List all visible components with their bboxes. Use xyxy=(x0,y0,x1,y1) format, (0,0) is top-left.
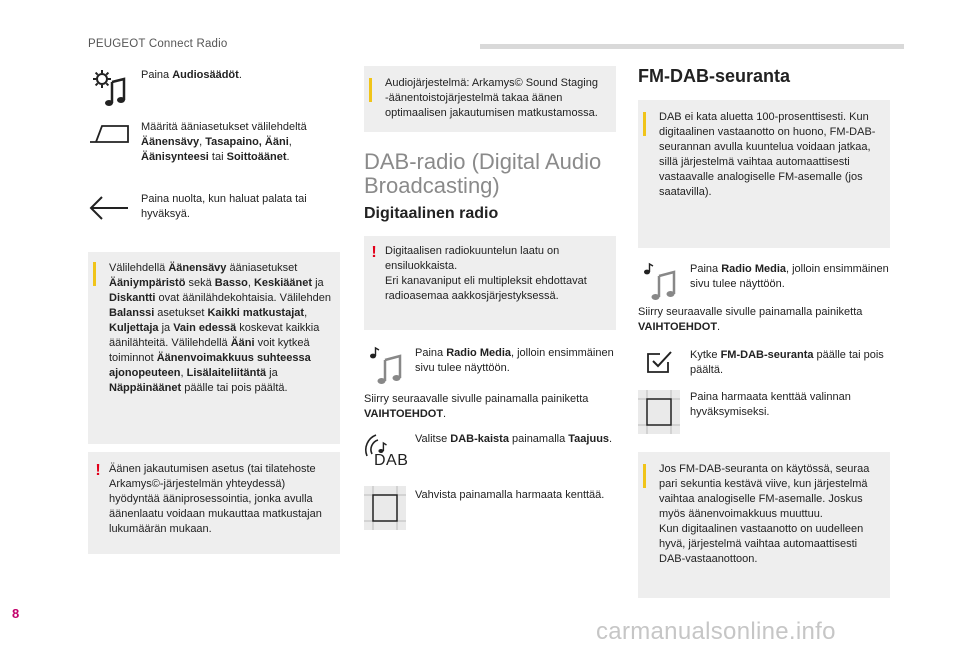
radio-media-icon xyxy=(640,262,680,302)
col3-info2-text: Jos FM-DAB-seuranta on käytössä, seuraa pari sekuntia kestävä viive, kun järjestelmä vaihtaa analogiselle FM-asemalle. Joskus myös äänenvoimakkuus muuttuu. Kun digitaalinen vastaanotto on uudelleen hyvä, järjestelmä vaihtaa automaattisesti DAB-vastaanottoon. xyxy=(659,463,870,565)
col1-step2-text: Määritä ääniasetukset välilehdeltä Äänensävy, Tasapaino, Ääni, Äänisynteesi tai Soittoäänet. xyxy=(141,121,307,163)
col2-step1-text: Paina Radio Media, jolloin ensimmäinen sivu tulee näyttöön. xyxy=(415,347,614,374)
col2-step3-text: Vahvista painamalla harmaata kenttää. xyxy=(415,489,605,501)
warning-exclamation-icon: ! xyxy=(371,244,377,261)
back-arrow-icon xyxy=(88,192,130,224)
col2-options-paragraph: Siirry seuraavalle sivulle painamalla painiketta VAIHTOEHDOT. xyxy=(364,393,589,420)
section-heading-fm-dab: FM-DAB-seuranta xyxy=(638,66,791,86)
section-heading-dab: DAB-radio (Digital Audio Broadcasting) xyxy=(364,149,602,198)
audio-settings-icon xyxy=(88,66,130,108)
col3-info-box-1 xyxy=(638,100,890,248)
col2-warning-box xyxy=(364,236,616,330)
col3-options-paragraph: Siirry seuraavalle sivulle painamalla painiketta VAIHTOEHDOT. xyxy=(638,306,863,333)
col1-step1-text: Paina Audiosäädöt. xyxy=(141,69,242,81)
info-icon xyxy=(643,112,646,136)
col2-info-text: Audiojärjestelmä: Arkamys© Sound Staging -äänentoistojärjestelmä takaa äänen optimaalisen jakautumisen matkustamossa. xyxy=(385,77,598,119)
warning-exclamation-icon: ! xyxy=(95,462,101,479)
col1-info-box xyxy=(88,252,340,444)
col3-step3-text: Paina harmaata kenttää valinnan hyväksymiseksi. xyxy=(690,391,851,418)
col3-step1-text: Paina Radio Media, jolloin ensimmäinen sivu tulee näyttöön. xyxy=(690,263,889,290)
col1-step3-text: Paina nuolta, kun haluat palata tai hyväksyä. xyxy=(141,193,307,220)
col3-info-box-2 xyxy=(638,452,890,598)
col1-warning-text: Äänen jakautumisen asetus (tai tilatehoste Arkamys©-järjestelmän yhteydessä) hyödyntää ääniprosessointia, jonka avulla äänenlaatu voidaan mukauttaa matkustajan lukumäärän mukaan. xyxy=(109,463,322,535)
dab-icon-label: DAB xyxy=(374,452,409,469)
header-divider-bar xyxy=(480,44,904,49)
subheading-digital-radio: Digitaalinen radio xyxy=(364,205,499,222)
radio-media-icon xyxy=(366,346,406,386)
running-header: PEUGEOT Connect Radio xyxy=(88,38,228,50)
col3-step2-text: Kytke FM-DAB-seuranta päälle tai pois päältä. xyxy=(690,349,884,376)
col2-step2-text: Valitse DAB-kaista painamalla Taajuus. xyxy=(415,433,613,445)
col2-warning-text: Digitaalisen radiokuuntelun laatu on ensiluokkaista. Eri kanavaniput eli multipleksit ehdottavat radioasemaa aakkosjärjestyksessä. xyxy=(385,245,587,302)
col2-info-box xyxy=(364,66,616,132)
grey-field-icon xyxy=(364,486,406,530)
col3-info1-text: DAB ei kata aluetta 100-prosenttisesti. Kun digitaalinen vastaanotto on huono, FM-DAB-seurannan avulla kuuntelua voidaan jatkaa, sillä järjestelmä vaihtaa automaattisesti vastaavalle analogiselle FM-asemalle (jos saatavilla). xyxy=(659,111,876,198)
info-icon xyxy=(643,464,646,488)
info-icon xyxy=(369,78,372,102)
col1-info-text: Välilehdellä Äänensävy ääniasetukset Ääniympäristö sekä Basso, Keskiäänet ja Diskantti ovat äänilähdekohtaisia. Välilehden Balanssi asetukset Kaikki matkustajat, Kuljettaja ja Vain edessä koskevat kaikkia äänilähteitä. Välilehdellä Ääni voit kytkeä toiminnot Äänenvoimakkuus suhteessa ajonopeuteen, Lisälaiteliitäntä ja Näppäinäänet päälle tai pois päältä. xyxy=(109,262,331,394)
tab-icon xyxy=(88,122,130,146)
page-number: 8 xyxy=(12,606,20,621)
watermark-text: carmanualsonline.info xyxy=(596,618,836,645)
checkbox-checked-icon xyxy=(644,348,674,376)
info-icon xyxy=(93,262,96,286)
grey-field-icon xyxy=(638,390,680,434)
col1-warning-box xyxy=(88,452,340,554)
